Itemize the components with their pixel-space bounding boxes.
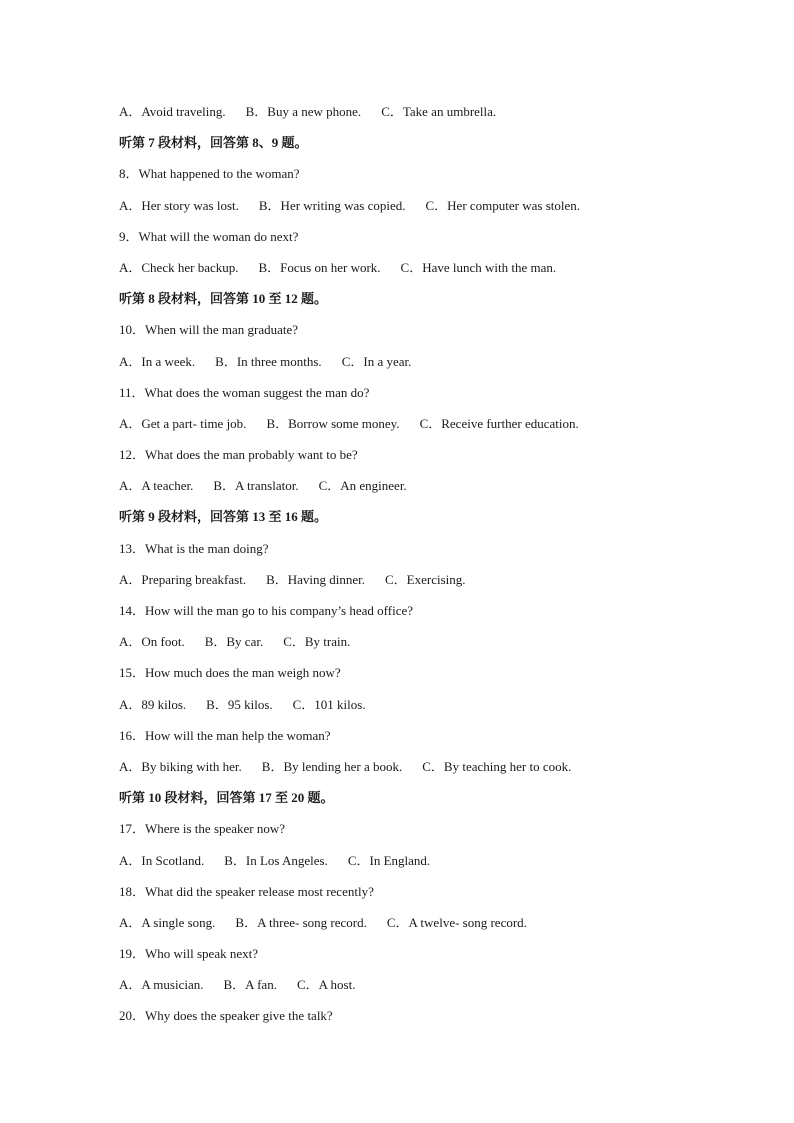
question-text: 9．What will the woman do next?: [119, 228, 299, 244]
answer-option: B．In three months.: [215, 353, 322, 369]
answer-option: C．A host.: [296, 977, 356, 993]
answer-options: [119, 694, 679, 725]
answer-option: A．Preparing breakfast.: [119, 571, 247, 587]
answer-options: [119, 912, 679, 943]
question-text: 11．What does the woman suggest the man do?: [119, 384, 370, 400]
answer-option: A．A single song.: [119, 914, 216, 930]
answer-options: [119, 569, 679, 600]
answer-option: A．Get a part- time job.: [119, 415, 247, 431]
question-text: 15．How much does the man weigh now?: [119, 665, 341, 681]
answer-option: C．A twelve- song record.: [386, 914, 527, 930]
question-text: 19．Who will speak next?: [119, 946, 258, 962]
answer-options: [119, 101, 679, 132]
answer-option: A．Check her backup.: [119, 259, 239, 275]
question-text: 10．When will the man graduate?: [119, 322, 299, 338]
answer-option: B．In Los Angeles.: [224, 852, 328, 868]
answer-option: B．By lending her a book.: [261, 758, 403, 774]
section-heading: 听第 10 段材料，回答第 17 至 20 题。: [119, 790, 334, 806]
question-text: 12．What does the man probably want to be?: [119, 447, 358, 463]
answer-option: A．By biking with her.: [119, 758, 242, 774]
answer-option: C．Receive further education.: [419, 415, 579, 431]
answer-options: [119, 850, 679, 881]
answer-options: [119, 413, 679, 444]
answer-option: C．By train.: [283, 634, 351, 650]
answer-option: B．Borrow some money.: [266, 415, 400, 431]
answer-option: A．89 kilos.: [119, 696, 187, 712]
answer-options: [119, 351, 679, 382]
answer-options: [119, 257, 679, 288]
answer-option: A．In a week.: [119, 353, 196, 369]
answer-option: B．A three- song record.: [235, 914, 367, 930]
answer-option: B．95 kilos.: [206, 696, 273, 712]
answer-option: C．Take an umbrella.: [381, 104, 497, 119]
answer-option: A．Her story was lost.: [119, 197, 239, 213]
answer-option: C．101 kilos.: [292, 696, 366, 712]
answer-option: B．Buy a new phone.: [245, 104, 362, 119]
question-text: 14．How will the man go to his company’s head office?: [119, 603, 414, 618]
answer-option: B．By car.: [204, 634, 264, 650]
answer-option: B．A fan.: [223, 977, 277, 993]
answer-option: C．By teaching her to cook.: [422, 758, 572, 774]
answer-options: [119, 756, 679, 787]
answer-options: [119, 475, 679, 506]
answer-option: C．In a year.: [341, 353, 412, 369]
question-text: 13．What is the man doing?: [119, 540, 269, 556]
section-heading: 听第 8 段材料，回答第 10 至 12 题。: [119, 291, 328, 307]
question-text: 20．Why does the speaker give the talk?: [119, 1008, 333, 1024]
answer-option: C．In England.: [347, 852, 431, 868]
answer-option: A．A musician.: [119, 977, 204, 993]
answer-option: B．Focus on her work.: [258, 259, 381, 275]
answer-option: C．An engineer.: [318, 478, 407, 494]
question-text: 8．What happened to the woman?: [119, 166, 300, 182]
answer-option: B．A translator.: [213, 478, 299, 494]
question-text: 18．What did the speaker release most recently?: [119, 883, 374, 899]
question-text: 17．Where is the speaker now?: [119, 821, 286, 837]
answer-option: C．Have lunch with the man.: [400, 259, 557, 275]
answer-option: A．A teacher.: [119, 478, 194, 494]
answer-option: B．Her writing was copied.: [258, 197, 406, 213]
answer-option: A．Avoid traveling.: [119, 104, 226, 119]
answer-options: [119, 631, 679, 662]
question-text: 16．How will the man help the woman?: [119, 727, 331, 743]
section-heading: 听第 7 段材料，回答第 8、9 题。: [119, 135, 308, 151]
answer-option: C．Her computer was stolen.: [425, 197, 581, 213]
answer-options: [119, 195, 679, 226]
answer-option: B．Having dinner.: [266, 571, 366, 587]
question-list: [119, 101, 679, 1037]
section-heading: 听第 9 段材料，回答第 13 至 16 题。: [119, 509, 328, 525]
answer-options: [119, 974, 679, 1005]
answer-option: C．Exercising.: [385, 571, 466, 587]
answer-option: A．In Scotland.: [119, 852, 205, 868]
answer-option: A．On foot.: [119, 634, 185, 650]
